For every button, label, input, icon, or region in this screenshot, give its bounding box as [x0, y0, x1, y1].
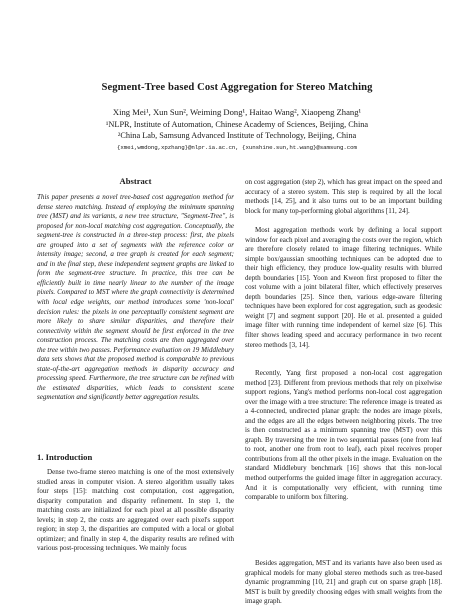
affiliation-1: ¹NLPR, Institute of Automation, Chinese Academy of Sciences, Beijing, China [105, 120, 369, 129]
abstract-text: This paper presents a novel tree-based cost aggregation method for dense stereo matching. Instead of employing the minimum spanning tree (MST) and its variants, a new tree structure, "Segment-Tree", is proposed for non-local matching cost aggregation. Conceptually, the segment-tree is constructed in a three-step process: first, the pixels are grouped into a set of segments with the reference color or intensity image; second, a tree graph is created for each segment; and in the final step, these independent segment graphs are linked to form the segment-tree structure. In practice, this tree can be efficiently built in time nearly linear to the number of the image pixels. Compared to MST where the graph connectivity is determined with local edge weights, our method introduces some 'non-local' decision rules: the pixels in one perceptually consistent segment are more likely to share similar disparities, and therefore their connectivity within the segment should be first enforced in the tree construction process. The matching costs are then aggregated over the tree within two passes. Performance evaluation on 19 Middlebury data sets shows that the proposed method is comparable to previous state-of-the-art aggregation methods in disparity accuracy and processing speed. Furthermore, the tree structure can be refined with the estimated disparities, which leads to consistent scene segmentation and significantly better aggregation results. [37, 193, 234, 402]
right-column-paragraph-4: Besides aggregation, MST and its variants have also been used as graphical models for many global stereo methods such as tree-based dynamic programming [10, 21] and graph cut on sparse graph [18]. MST is built by greedily choosing edges with small weights from the image graph. [245, 559, 442, 606]
paper-title: Segment-Tree based Cost Aggregation for Stereo Matching [101, 82, 373, 93]
right-column-paragraph-2: Most aggregation methods work by defining a local support window for each pixel and averaging the costs over the region, which are therefore closely related to image filtering techniques. While simple box/gaussian smoothing techniques can be adopted due to their high efficiency, they produce low-quality results with blurred depth boundaries [15]. Yoon and Kweon first proposed to filter the cost volume with a joint bilateral filter, which effectively preserves depth boundaries [25]. Since then, various edge-aware filtering techniques have been explored for cost aggregation, such as geodesic weight [7] and segment support [20]. He et al. presented a guided image filter with running time independent of kernel size [6]. This filter shows leading speed and accuracy performance in two recent stereo methods [3, 14]. [245, 226, 442, 349]
right-column-paragraph-1: on cost aggregation (step 2), which has great impact on the speed and accuracy of a stereo system. This step is required by all the local methods [14, 25], and it also turns out to be an important building block for many top-performing global algorithms [11, 24]. [245, 178, 442, 215]
introduction-heading: 1. Introduction [37, 452, 93, 462]
introduction-paragraph-1: Dense two-frame stereo matching is one of the most extensively studied areas in computer vision. A stereo algorithm usually takes four steps [15]: matching cost computation, cost aggregation, disparity computation and disparity refinement. In step 1, the matching costs are initialized for each pixel at all possible disparity levels; in step 2, the costs are aggregated over each pixel's support region; in step 3, the disparities are computed with a local or global optimizer; and finally in step 4, the disparity results are refined with various post-processing techniques. We mainly focus [37, 468, 234, 553]
right-column-paragraph-3: Recently, Yang first proposed a non-local cost aggregation method [23]. Different from previous methods that rely on pixelwise support regions, Yang's method performs non-local cost aggregation over the image with a tree structure: The reference image is treated as a 4-connected, undirected planar graph: the nodes are image pixels, and the edges are all the edges between neighboring pixels. The tree is then constructed as a minimum spanning tree (MST) over this graph. By traversing the tree in two sequential passes (one from leaf to root, another one from root to leaf), each pixel receives proper contributions from all the other pixels in the image. Evaluation on the standard Middlebury benchmark [16] shows that this non-local method outperforms the guided image filter in aggregation accuracy. And it is computationally very efficient, with running time comparable to uniform box filtering. [245, 369, 442, 502]
author-list: Xing Mei¹, Xun Sun², Weiming Dong¹, Haitao Wang², Xiaopeng Zhang¹ [112, 107, 362, 117]
author-emails: {xmei,wmdong,xpzhang}@nlpr.ia.ac.cn, {xunshine.sun,ht.wang}@samsung.com [117, 144, 357, 151]
abstract-heading: Abstract [119, 176, 152, 186]
affiliation-2: ²China Lab, Samsung Advanced Institute of Technology, Beijing, China [117, 131, 357, 140]
